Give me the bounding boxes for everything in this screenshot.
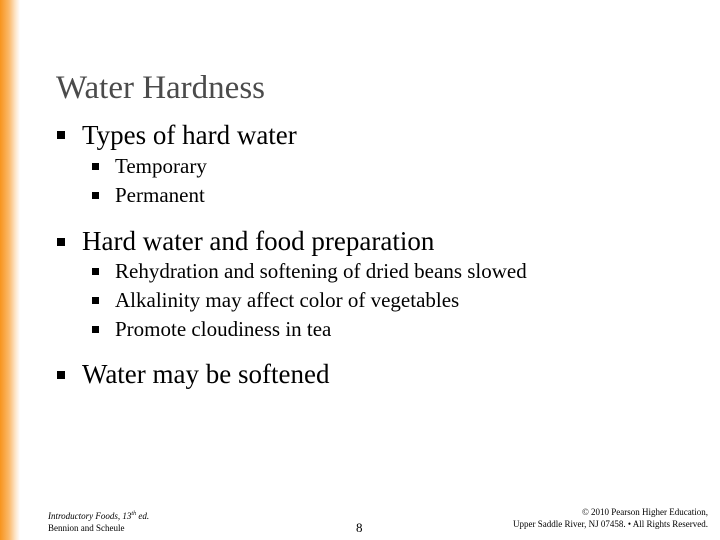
bullet-text: Hard water and food preparation bbox=[82, 226, 435, 256]
footer-book-info bbox=[48, 508, 149, 534]
sub-bullet-marker bbox=[92, 192, 99, 199]
accent-bar bbox=[0, 0, 20, 540]
footer-copyright bbox=[513, 506, 708, 530]
sub-bullet-marker bbox=[92, 297, 99, 304]
bullet-text: Types of hard water bbox=[82, 120, 297, 150]
bullet-marker bbox=[57, 131, 65, 139]
copyright-line-1: © 2010 Pearson Higher Education, bbox=[581, 507, 708, 517]
sub-bullet-text: Rehydration and softening of dried beans slowed bbox=[115, 259, 527, 283]
sub-bullet-text: Promote cloudiness in tea bbox=[115, 317, 332, 341]
footer-authors: Bennion and Scheule bbox=[48, 523, 125, 533]
footer-book-title: Introductory Foods, 13 bbox=[48, 511, 132, 521]
footer-book-title-line bbox=[48, 508, 149, 522]
bullet-marker bbox=[57, 238, 65, 246]
sub-bullet-text: Permanent bbox=[115, 183, 205, 207]
page-number: 8 bbox=[356, 520, 363, 535]
footer-book-edition-suffix: ed. bbox=[136, 511, 150, 521]
bullet-text: Water may be softened bbox=[82, 359, 330, 389]
sub-bullet-text: Alkalinity may affect color of vegetables bbox=[115, 288, 460, 312]
bullet-marker bbox=[57, 371, 65, 379]
sub-bullet-marker bbox=[92, 326, 99, 333]
slide-title: Water Hardness bbox=[56, 70, 266, 106]
copyright-line-2: Upper Saddle River, NJ 07458. • All Rights Reserved. bbox=[512, 519, 708, 529]
footer-book-edition-sup: th bbox=[131, 511, 137, 517]
sub-bullet-marker bbox=[92, 268, 99, 275]
sub-bullet-marker bbox=[92, 163, 99, 170]
sub-bullet-text: Temporary bbox=[115, 154, 207, 178]
